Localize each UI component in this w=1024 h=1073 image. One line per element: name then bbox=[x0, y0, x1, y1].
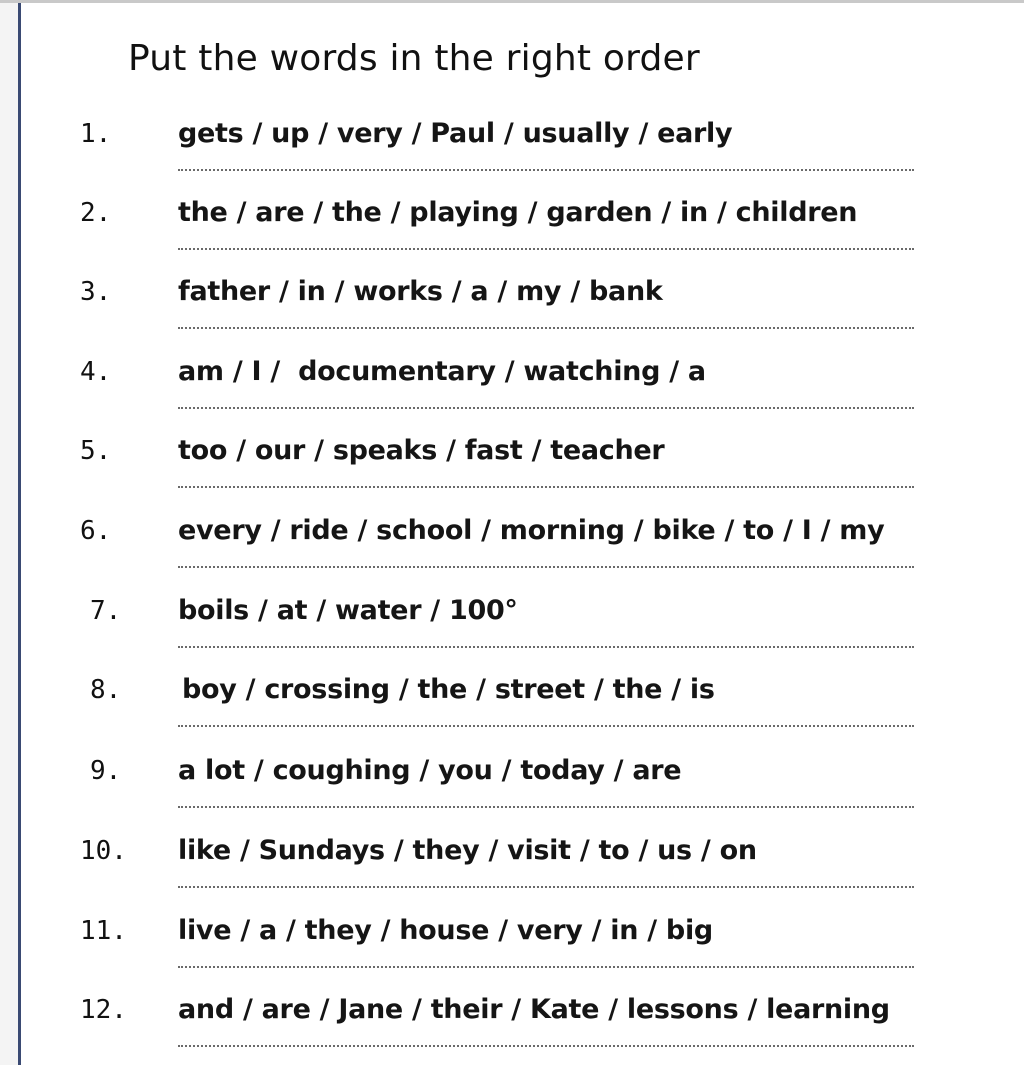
answer-line[interactable] bbox=[178, 886, 914, 888]
exercise-item bbox=[0, 434, 1024, 514]
answer-line[interactable] bbox=[178, 806, 914, 808]
exercise-item bbox=[0, 594, 1024, 674]
exercise-item bbox=[0, 117, 1024, 197]
exercise-item bbox=[0, 514, 1024, 594]
item-number: 8. bbox=[90, 675, 122, 705]
item-number: 9. bbox=[90, 756, 122, 786]
scrambled-words: boils / at / water / 100° bbox=[178, 595, 518, 626]
exercise-item bbox=[0, 196, 1024, 276]
answer-line[interactable] bbox=[178, 248, 914, 250]
scrambled-words: too / our / speaks / fast / teacher bbox=[178, 435, 665, 466]
item-number: 12. bbox=[80, 995, 127, 1025]
exercise-item bbox=[0, 355, 1024, 435]
scrambled-words: the / are / the / playing / garden / in / children bbox=[178, 197, 858, 228]
exercise-item bbox=[0, 275, 1024, 355]
answer-line[interactable] bbox=[178, 646, 914, 648]
answer-line[interactable] bbox=[178, 169, 914, 171]
scrambled-words: a lot / coughing / you / today / are bbox=[178, 755, 682, 786]
item-number: 4. bbox=[80, 357, 112, 387]
item-number: 2. bbox=[80, 198, 112, 228]
item-number: 5. bbox=[80, 436, 112, 466]
scrambled-words: every / ride / school / morning / bike / to / I / my bbox=[178, 515, 885, 546]
answer-line[interactable] bbox=[178, 407, 914, 409]
worksheet-title: Put the words in the right order bbox=[128, 38, 700, 79]
answer-line[interactable] bbox=[178, 966, 914, 968]
scrambled-words: father / in / works / a / my / bank bbox=[178, 276, 663, 307]
item-number: 6. bbox=[80, 516, 112, 546]
item-number: 11. bbox=[80, 916, 127, 946]
exercise-item bbox=[0, 914, 1024, 994]
scrambled-words: live / a / they / house / very / in / big bbox=[178, 915, 713, 946]
item-number: 7. bbox=[90, 596, 122, 626]
scrambled-words: like / Sundays / they / visit / to / us / on bbox=[178, 835, 757, 866]
scrambled-words: am / I / documentary / watching / a bbox=[178, 356, 706, 387]
exercise-item bbox=[0, 834, 1024, 914]
scrambled-words: gets / up / very / Paul / usually / early bbox=[178, 118, 733, 149]
answer-line[interactable] bbox=[178, 566, 914, 568]
item-number: 3. bbox=[80, 277, 112, 307]
answer-line[interactable] bbox=[178, 486, 914, 488]
answer-line[interactable] bbox=[178, 1045, 914, 1047]
item-number: 10. bbox=[80, 836, 127, 866]
scrambled-words: and / are / Jane / their / Kate / lessons / learning bbox=[178, 994, 890, 1025]
item-number: 1. bbox=[80, 119, 112, 149]
exercise-item bbox=[0, 754, 1024, 834]
scrambled-words: boy / crossing / the / street / the / is bbox=[182, 674, 715, 705]
exercise-item bbox=[0, 673, 1024, 753]
answer-line[interactable] bbox=[178, 327, 914, 329]
answer-line[interactable] bbox=[178, 725, 914, 727]
exercise-item bbox=[0, 993, 1024, 1073]
